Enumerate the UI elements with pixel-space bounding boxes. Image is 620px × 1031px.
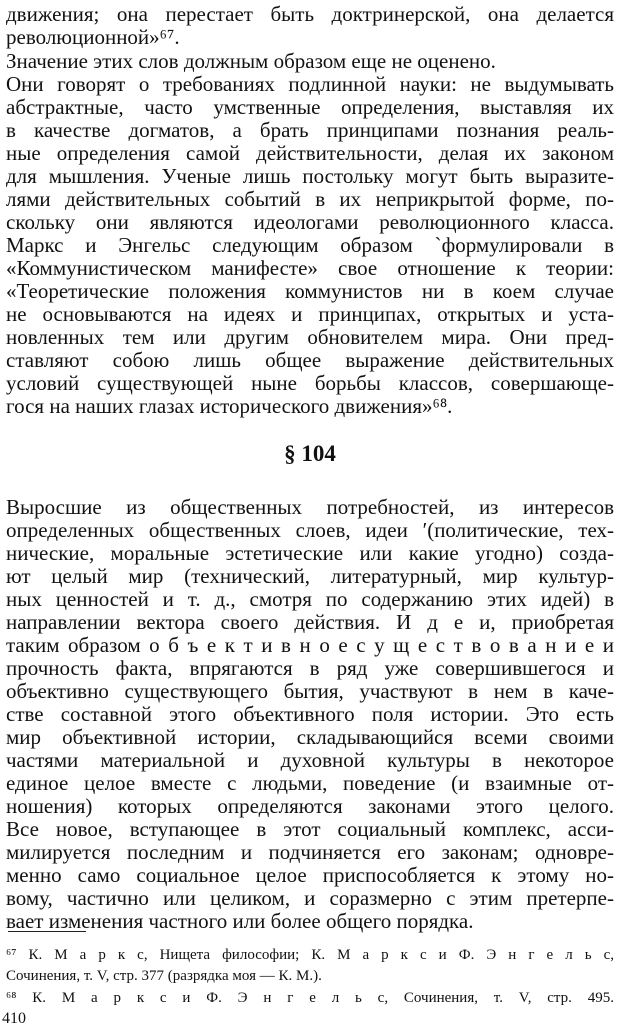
footnote-line: Сочинения, т. V, стр. 377 (разрядка моя — К. М.).	[6, 968, 322, 984]
text-line: ные определения самой действительности, делая их законом	[6, 141, 614, 165]
text-line: Маркс и Энгельс следующим образом `формулировали в	[6, 233, 614, 257]
text-line: стве составной этого объективного поля истории. Это есть	[6, 702, 614, 726]
text-line: «Коммунистическом манифесте» свое отношение к теории:	[6, 256, 614, 280]
section-heading: § 104	[284, 441, 336, 466]
footnote-line: ⁶⁸ К. М а р к с и Ф. Э н г е л ь с, Сочинения, т. V, стр. 495.	[6, 990, 614, 1006]
text-line: ют целый мир (технический, литературный, мир культур-	[6, 564, 614, 588]
text-line: частями материальной и духовной культуры в некоторое	[6, 748, 614, 772]
text-line: вому, частично или целиком, и соразмерно с этим претерпе-	[6, 886, 614, 910]
text-line: менно само социальное целое приспособляется к этому но-	[6, 863, 614, 887]
footnote-line: ⁶⁷ К. М а р к с, Нищета философии; К. М а р к с и Ф. Э н г е л ь с,	[6, 947, 614, 963]
text-line: вает изменения частного или более общего порядка.	[6, 909, 474, 933]
footnote-divider	[8, 931, 86, 932]
text-line: определенных общественных слоев, идеи ′(политические, тех-	[6, 518, 614, 542]
text-line: прочность факта, впрягаются в ряд уже совершившегося и	[6, 656, 614, 680]
text-line: движения; она перестает быть доктринерской, она делается	[6, 2, 614, 26]
text-line: лями действительных событий в их неприкрытой форме, по-	[6, 187, 614, 211]
text-line: нические, моральные эстетические или какие угодно) созда-	[6, 541, 614, 565]
text-line: новленных тем или другим обновителем мира. Они пред-	[6, 325, 614, 349]
text-line: гося на наших глазах исторического движения»⁶⁸.	[6, 394, 453, 418]
text-line: Все новое, вступающее в этот социальный комплекс, асси-	[6, 817, 614, 841]
text-line: скольку они являются идеологами революционного класса.	[6, 210, 614, 234]
text-line: направлении вектора своего действия. И д е и, приобретая	[6, 610, 614, 634]
text-line: условий существующей ныне борьбы классов, совершающе-	[6, 371, 614, 395]
text-line: таким образом о б ъ е к т и в н о е с у щ е с т в о в а н и е и	[6, 633, 614, 657]
text-line: ных ценностей и т. д., смотря по содержанию этих идей) в	[6, 587, 614, 611]
page-number: 410	[2, 1010, 26, 1027]
text-line: единое целое вместе с людьми, поведение (и взаимные от-	[6, 771, 614, 795]
text-line: мир объективной истории, складывающийся всеми своими	[6, 725, 614, 749]
text-line: Выросшие из общественных потребностей, из интересов	[6, 495, 614, 519]
text-line: для мышления. Ученые лишь постольку могут быть выразите-	[6, 164, 614, 188]
text-line: милируется последним и подчиняется его законам; одновре-	[6, 840, 614, 864]
text-line: ставляют собою лишь общее выражение действительных	[6, 348, 614, 372]
text-line: объективно существующего бытия, участвуют в нем в каче-	[6, 679, 614, 703]
text-line: Значение этих слов должным образом еще не оценено.	[6, 49, 496, 73]
text-line: не основываются на идеях и принципах, открытых и уста-	[6, 302, 614, 326]
text-line: ношения) которых определяются законами этого целого.	[6, 794, 614, 818]
text-line: «Теоретические положения коммунистов ни в коем случае	[6, 279, 614, 303]
text-line: абстрактные, часто умственные определения, выставляя их	[6, 95, 614, 119]
text-line: Они говорят о требованиях подлинной науки: не выдумывать	[6, 72, 614, 96]
text-line: в качестве догматов, а брать принципами познания реаль-	[6, 118, 614, 142]
text-line: революционной»⁶⁷.	[6, 25, 180, 49]
